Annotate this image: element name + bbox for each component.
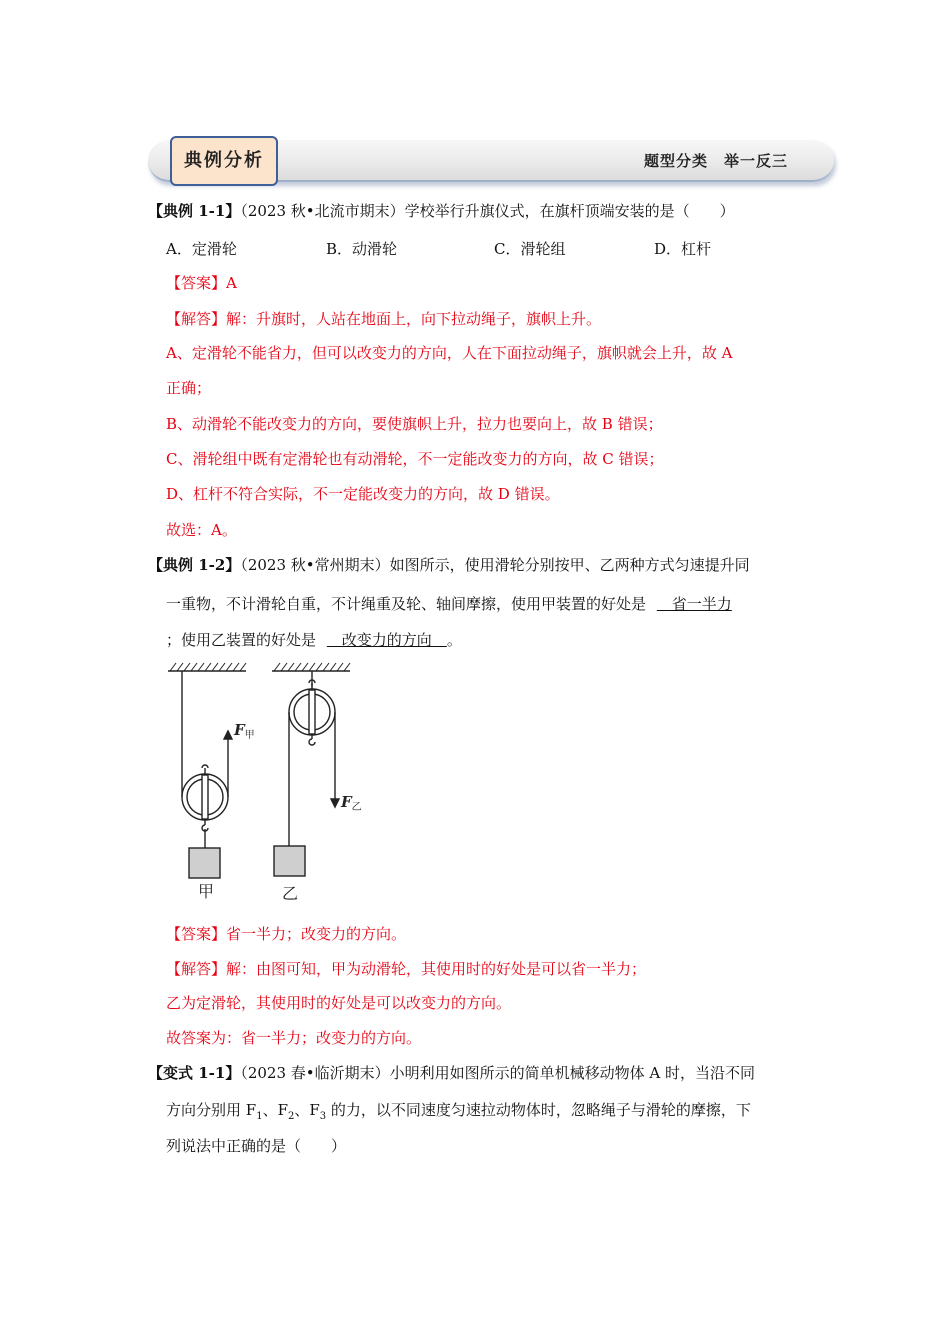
ex2-analysis-line bbox=[166, 959, 646, 979]
figure-label-a: 甲 bbox=[198, 882, 215, 901]
ex1-answer bbox=[166, 273, 237, 293]
var1-stem bbox=[148, 1063, 755, 1083]
force-arrow-a bbox=[224, 731, 232, 739]
ex2-blank-2: 改变力的方向 bbox=[326, 631, 447, 649]
ex2-stem bbox=[148, 555, 750, 575]
ex2-analysis-line: 乙为定滑轮，其使用时的好处是可以改变力的方向。 bbox=[166, 994, 512, 1012]
ex1-analysis-line: B、动滑轮不能改变力的方向，要使旗帜上升，拉力也要向上，故 B 错误； bbox=[166, 415, 663, 433]
ex1-analysis-line: A、定滑轮不能省力，但可以改变力的方向，人在下面拉动绳子，旗帜就会上升，故 A bbox=[166, 344, 733, 362]
ex2-stem-text-3: ；使用乙装置的好处是 bbox=[166, 631, 317, 649]
ceiling-b-hatch bbox=[274, 663, 350, 671]
weight-a bbox=[189, 848, 220, 878]
var1-sub: 3 bbox=[319, 1111, 327, 1122]
ex2-answer bbox=[166, 924, 406, 944]
var1-text: 、F bbox=[294, 1101, 320, 1119]
ex1-option-a: A．定滑轮 bbox=[166, 240, 237, 258]
ex2-stem-text-1: （2023 秋•常州期末）如图所示，使用滑轮分别按甲、乙两种方式匀速提升同 bbox=[240, 556, 750, 574]
ex1-analysis-line: 故选：A。 bbox=[166, 521, 237, 539]
var1-label: 【变式 1-1】 bbox=[148, 1064, 241, 1082]
ex1-option-c: C．滑轮组 bbox=[494, 240, 566, 258]
figure-label-b: 乙 bbox=[282, 884, 299, 903]
ex2-answer-label: 【答案】 bbox=[166, 925, 227, 943]
force-label-b: $F_乙$ bbox=[341, 793, 362, 813]
fixed-pulley-frame bbox=[309, 690, 315, 734]
force-arrow-b bbox=[331, 799, 339, 807]
ex2-stem-text-4: 。 bbox=[446, 631, 462, 649]
ex1-stem bbox=[148, 201, 735, 221]
ex1-stem-text: （2023 秋•北流市期末）学校举行升旗仪式，在旗杆顶端安装的是（ ） bbox=[240, 202, 735, 220]
var1-text: 方向分别用 F bbox=[166, 1101, 257, 1119]
section-banner bbox=[148, 136, 836, 184]
ex1-answer-label: 【答案】 bbox=[166, 274, 227, 292]
var1-sub: 2 bbox=[287, 1111, 295, 1122]
var1-stem-line-2 bbox=[166, 1100, 751, 1127]
var1-text: 、F bbox=[262, 1101, 288, 1119]
ex2-answer-value: 省一半力；改变力的方向。 bbox=[226, 925, 407, 943]
ex1-analysis-text: 解：升旗时，人站在地面上，向下拉动绳子，旗帜上升。 bbox=[226, 310, 602, 328]
ex1-analysis-line bbox=[166, 309, 601, 329]
ex1-label: 【典例 1-1】 bbox=[148, 202, 241, 220]
ex1-option-b: B．动滑轮 bbox=[326, 240, 398, 258]
movable-pulley-frame bbox=[202, 775, 208, 819]
ex1-analysis-label: 【解答】 bbox=[166, 310, 227, 328]
ex2-stem-text-2: 一重物，不计滑轮自重，不计绳重及轮、轴间摩擦，使用甲装置的好处是 bbox=[166, 595, 647, 613]
ex2-analysis-text: 解：由图可知，甲为动滑轮，其使用时的好处是可以省一半力； bbox=[226, 960, 647, 978]
ex2-analysis-line: 故答案为：省一半力；改变力的方向。 bbox=[166, 1029, 422, 1047]
ex1-analysis-line: C、滑轮组中既有定滑轮也有动滑轮，不一定能改变力的方向，故 C 错误； bbox=[166, 450, 664, 468]
ex1-analysis-line: D、杠杆不符合实际，不一定能改变力的方向，故 D 错误。 bbox=[166, 485, 560, 503]
ceiling-a-hatch bbox=[170, 663, 246, 671]
ex2-stem-line-2 bbox=[166, 594, 732, 614]
ex2-blank-1: 省一半力 bbox=[656, 595, 732, 613]
banner-subtitle: 题型分类 举一反三 bbox=[643, 152, 788, 170]
banner-tag: 典例分析 bbox=[170, 136, 278, 186]
var1-stem-text-1: （2023 春•临沂期末）小明利用如图所示的简单机械移动物体 A 时，当沿不同 bbox=[240, 1064, 755, 1082]
ex1-option-d: D．杠杆 bbox=[654, 240, 712, 258]
weight-b bbox=[274, 846, 305, 876]
var1-sub: 1 bbox=[256, 1111, 263, 1122]
ex1-answer-value: A bbox=[226, 274, 237, 292]
ex2-label: 【典例 1-2】 bbox=[148, 556, 241, 574]
ex1-analysis-line: 正确； bbox=[166, 379, 212, 397]
pulley-figure bbox=[160, 655, 380, 905]
var1-text: 的力，以不同速度匀速拉动物体时，忽略绳子与滑轮的摩擦，下 bbox=[326, 1101, 751, 1119]
fixed-pulley-hook-bottom bbox=[309, 734, 315, 745]
var1-stem-line-3: 列说法中正确的是（ ） bbox=[166, 1137, 347, 1155]
ex2-analysis-label: 【解答】 bbox=[166, 960, 227, 978]
ex2-stem-line-3 bbox=[166, 630, 462, 650]
force-label-a: $F_甲$ bbox=[234, 721, 255, 741]
